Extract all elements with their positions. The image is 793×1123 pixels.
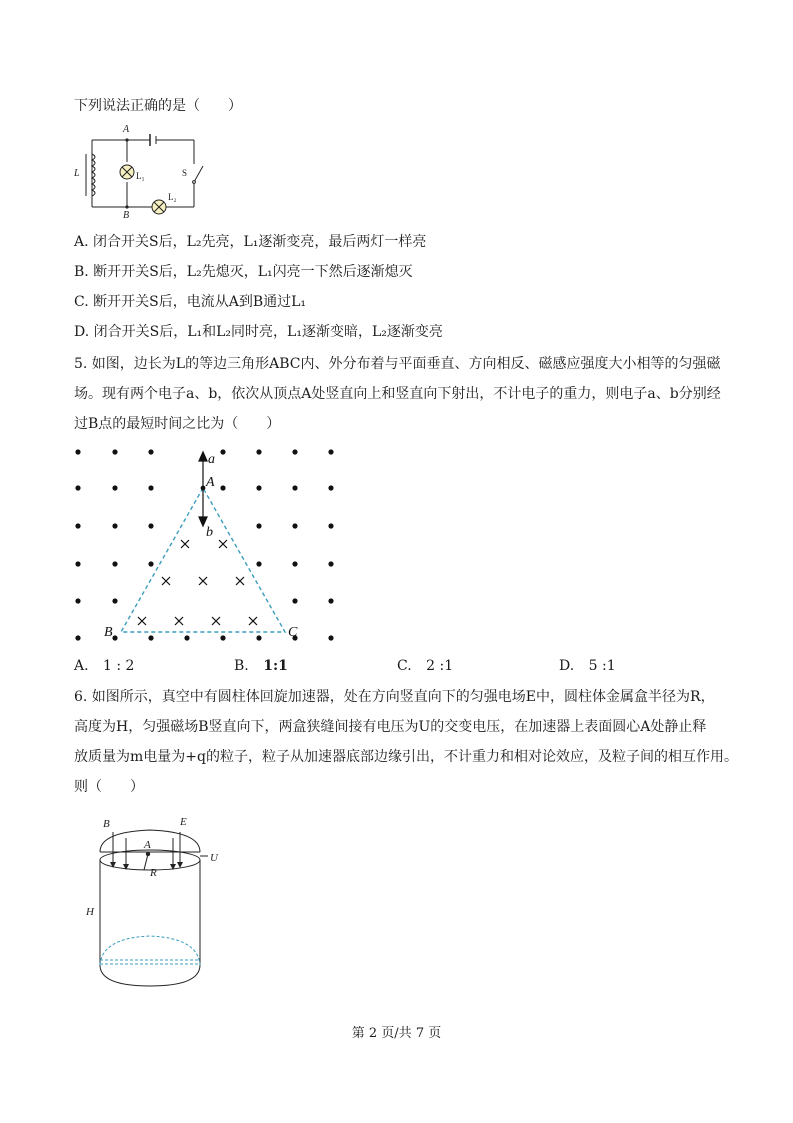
- field-dot: [75, 635, 80, 640]
- q4-option-d: D. 闭合开关S后，L₁和L₂同时亮，L₁逐渐变暗，L₂逐渐变亮: [74, 324, 443, 340]
- field-dot: [256, 561, 261, 566]
- field-dot: [220, 485, 225, 490]
- field-cross: [181, 540, 189, 548]
- field-dot: [112, 449, 117, 454]
- q5-stem-line-3: 过B点的最短时间之比为（ ）: [74, 416, 281, 432]
- field-dot: [112, 635, 117, 640]
- field-dot: [292, 523, 297, 528]
- q5-option-c-text: 2 :1: [426, 658, 454, 674]
- q5-option-a: [74, 656, 134, 676]
- label-vertex-C: C: [288, 625, 298, 640]
- field-dot: [112, 485, 117, 490]
- field-dot: [328, 635, 333, 640]
- q5-option-b-text: 1:1: [263, 658, 288, 674]
- field-dot: [75, 561, 80, 566]
- label-a: a: [208, 452, 215, 467]
- field-dot: [256, 485, 261, 490]
- field-dot: [75, 598, 80, 603]
- field-dot: [220, 635, 225, 640]
- q4-option-a: A. 闭合开关S后，L₂先亮，L₁逐渐变亮，最后两灯一样亮: [74, 234, 427, 250]
- q5-option-d-text: 5 :1: [588, 658, 616, 674]
- label-A: A: [123, 124, 130, 135]
- label-B: B: [123, 210, 130, 221]
- q6-stem-line-1: 6. 如图所示，真空中有圆柱体回旋加速器，处在方向竖直向下的匀强电场E中，圆柱体金属盒半径为R，: [74, 689, 715, 705]
- field-dot: [328, 485, 333, 490]
- q5-option-c: [397, 656, 453, 676]
- label-b: b: [206, 525, 213, 540]
- q5-option-c-letter: C.: [397, 658, 412, 674]
- q5-option-b-letter: B.: [234, 658, 249, 674]
- q5-option-d-letter: D.: [559, 658, 575, 674]
- q5-option-a-letter: A.: [74, 658, 89, 674]
- q6-stem-line-4: 则（ ）: [74, 779, 144, 795]
- label-S: S: [182, 168, 188, 178]
- field-dot: [292, 598, 297, 603]
- cyclotron-figure: [80, 810, 230, 1000]
- q4-option-b: B. 断开开关S后，L₂先熄灭，L₁闪亮一下然后逐渐熄灭: [74, 264, 413, 280]
- field-cross: [175, 617, 183, 625]
- field-dot: [292, 449, 297, 454]
- field-dot: [328, 449, 333, 454]
- magnetic-field-figure: [70, 446, 340, 651]
- q5-stem-line-1: 5. 如图，边长为L的等边三角形ABC内、外分布着与平面垂直、方向相反、磁感应强度大小相等的匀强磁: [74, 356, 721, 372]
- field-dot: [75, 485, 80, 490]
- field-dot: [328, 598, 333, 603]
- field-dot: [148, 523, 153, 528]
- label-vertex-B: B: [104, 625, 113, 640]
- q5-stem-line-2: 场。现有两个电子a、b，依次从顶点A处竖直向上和竖直向下射出，不计电子的重力，则电子a、b分别经: [74, 386, 721, 402]
- field-dot: [148, 635, 153, 640]
- label-field-E: E: [180, 816, 187, 828]
- field-dot: [292, 485, 297, 490]
- field-cross: [249, 617, 257, 625]
- field-cross: [219, 540, 227, 548]
- label-height-H: H: [86, 906, 94, 918]
- label-L: L: [74, 168, 80, 179]
- field-dot: [148, 485, 153, 490]
- field-dot: [220, 449, 225, 454]
- field-dot: [256, 635, 261, 640]
- label-L2: L₂: [168, 192, 177, 202]
- field-dot: [184, 635, 189, 640]
- q6-stem-line-2: 高度为H，匀强磁场B竖直向下，两盒狭缝间接有电压为U的交变电压，在加速器上表面圆心A处静止释: [74, 719, 707, 735]
- q4-option-c: C. 断开开关S后，电流从A到B通过L₁: [74, 294, 307, 310]
- field-dot: [112, 523, 117, 528]
- field-dot: [328, 523, 333, 528]
- field-dot: [148, 449, 153, 454]
- field-cross: [138, 617, 146, 625]
- q5-option-d: [559, 656, 616, 676]
- field-dot: [75, 523, 80, 528]
- field-dot: [256, 449, 261, 454]
- field-dot: [256, 523, 261, 528]
- page-footer: 第 2 页/共 7 页: [351, 1026, 442, 1041]
- field-dot: [148, 561, 153, 566]
- field-dot: [112, 561, 117, 566]
- field-cross: [236, 577, 244, 585]
- q5-option-a-text: 1 : 2: [103, 658, 135, 674]
- label-field-B: B: [103, 818, 110, 830]
- field-cross: [162, 577, 170, 585]
- label-L1: L₁: [136, 171, 145, 181]
- field-cross: [199, 577, 207, 585]
- q4-stem: 下列说法正确的是（ ）: [74, 98, 242, 114]
- label-vertex-A: A: [206, 475, 215, 490]
- field-dot: [75, 449, 80, 454]
- label-radius-R: R: [150, 867, 157, 879]
- field-cross: [212, 617, 220, 625]
- q5-option-b: [234, 656, 288, 676]
- field-dot: [328, 561, 333, 566]
- field-dot: [112, 598, 117, 603]
- label-voltage-U: U: [210, 852, 218, 864]
- q6-stem-line-3: 放质量为m电量为+q的粒子，粒子从加速器底部边缘引出，不计重力和相对论效应，及粒子间的相互作用。: [74, 749, 738, 765]
- circuit-diagram: [72, 122, 202, 221]
- label-center-A: A: [144, 839, 151, 851]
- field-dot: [292, 561, 297, 566]
